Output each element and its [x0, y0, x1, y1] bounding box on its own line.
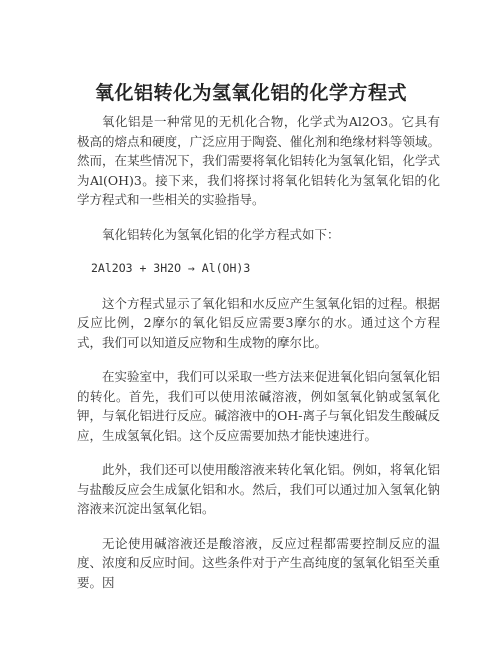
document-body [77, 112, 440, 607]
paragraph-intro: 氧化铝是一种常见的无机化合物，化学式为Al2O3。它具有极高的熔点和硬度，广泛应用于陶瓷、催化剂和绝缘材料等领域。然而，在某些情况下，我们需要将氧化铝转化为氢氧化铝，化学式为Al(OH)3。接下来，我们将探讨将氧化铝转化为氢氧化铝的化学方程式和一些相关的实验指导。 [77, 114, 440, 207]
paragraph-conditions: 无论使用碱溶液还是酸溶液，反应过程都需要控制反应的温度、浓度和反应时间。这些条件对于产生高纯度的氢氧化铝至关重要。因 [77, 535, 440, 590]
paragraph-alkaline-method: 在实验室中，我们可以采取一些方法来促进氧化铝向氢氧化铝的转化。首先，我们可以使用浓碱溶液，例如氢氧化钠或氢氧化钾，与氧化铝进行反应。碱溶液中的OH-离子与氧化铝发生酸碱反应，生成氢氧化铝。这个反应需要加热才能快速进行。 [77, 369, 440, 443]
document-title: 氧化铝转化为氢氧化铝的化学方程式 [94, 82, 407, 104]
paragraph-equation-explanation: 这个方程式显示了氧化铝和水反应产生氢氧化铝的过程。根据反应比例，2摩尔的氧化铝反应需要3摩尔的水。通过这个方程式，我们可以知道反应物和生成物的摩尔比。 [77, 295, 440, 350]
paragraph-equation-intro: 氧化铝转化为氢氧化铝的化学方程式如下： [102, 226, 340, 242]
chemical-equation: 2Al2O3 + 3H2O → Al(OH)3 [91, 261, 251, 275]
paragraph-acid-method: 此外，我们还可以使用酸溶液来转化氧化铝。例如，将氧化铝与盐酸反应会生成氯化铝和水。然后，我们可以通过加入氢氧化钠溶液来沉淀出氢氧化铝。 [77, 462, 440, 516]
